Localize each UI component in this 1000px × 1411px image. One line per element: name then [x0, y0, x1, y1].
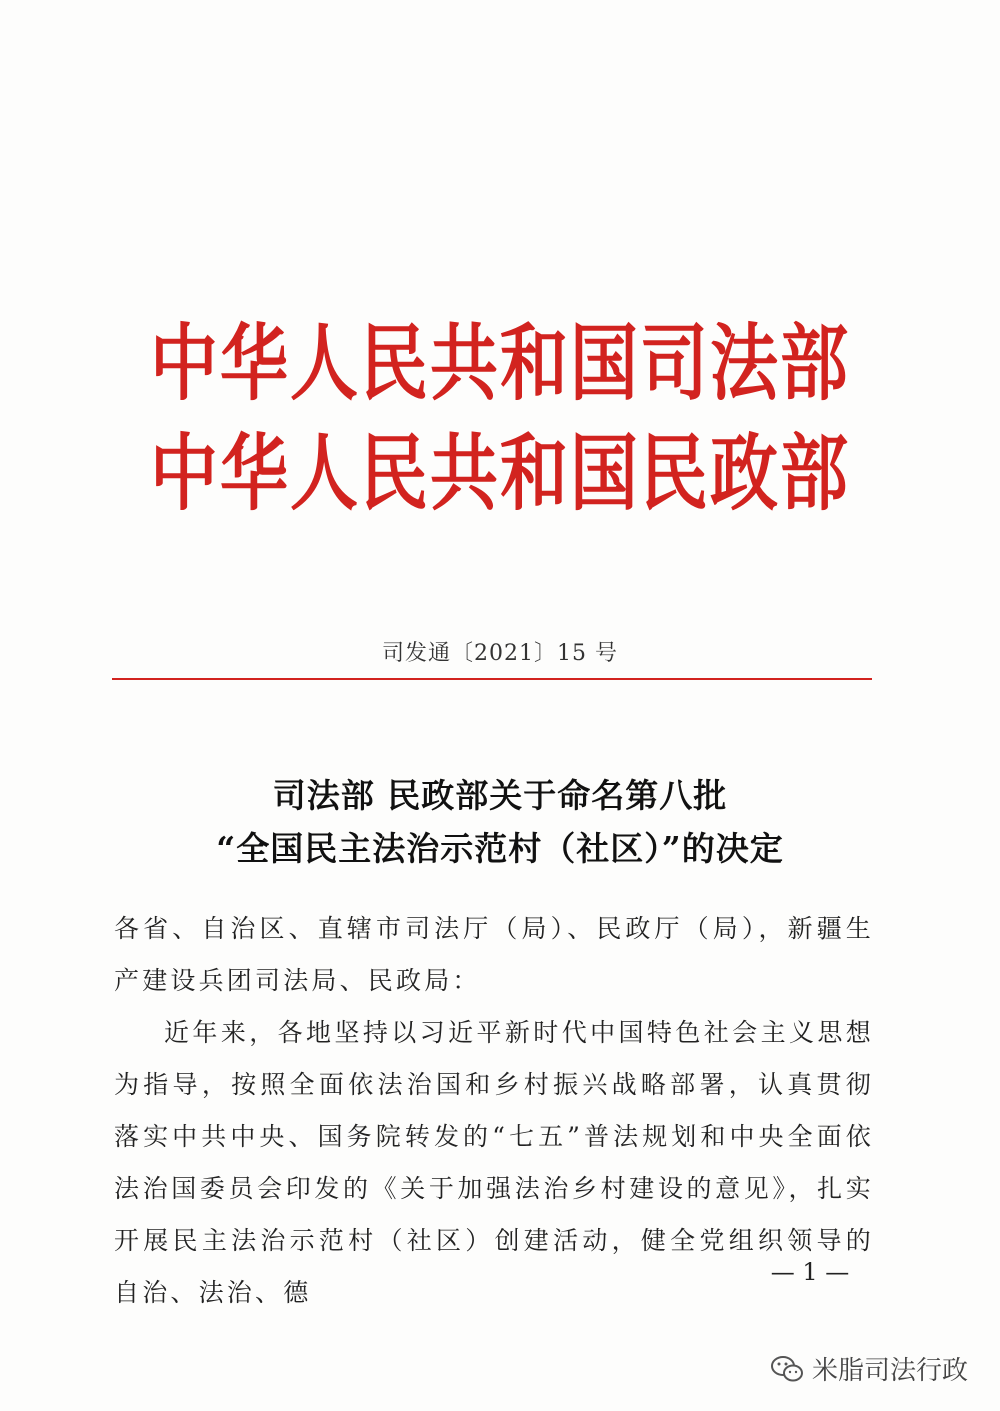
red-divider-line [112, 678, 872, 680]
document-number: 司发通〔2021〕15 号 [382, 641, 618, 666]
document-body [114, 903, 874, 1319]
source-watermark [770, 1350, 968, 1387]
issuer-header [0, 315, 1000, 523]
issuer-civil-affairs-ministry: 中华人民共和国民政部 [149, 425, 850, 523]
watermark-text: 米脂司法行政 [811, 1356, 968, 1386]
document-title [0, 770, 1000, 876]
issuer-justice-ministry: 中华人民共和国司法部 [149, 315, 850, 413]
addressee-paragraph: 各省、自治区、直辖市司法厅（局）、民政厅（局），新疆生产建设兵团司法局、民政局： [114, 914, 874, 995]
title-line-1: 司法部 民政部关于命名第八批 [272, 776, 728, 815]
wechat-icon [770, 1354, 804, 1384]
page-number: — 1 — [770, 1258, 850, 1286]
body-paragraph-1: 近年来，各地坚持以习近平新时代中国特色社会主义思想为指导，按照全面依法治国和乡村振兴战略部署，认真贯彻落实中共中央、国务院转发的“七五”普法规划和中央全面依法治国委员会印发的《关于加强法治乡村建设的意见》，扎实开展民主法治示范村（社区）创建活动，健全党组织领导的自治、法治、德 [114, 1018, 874, 1307]
title-line-2: “全国民主法治示范村（社区）”的决定 [216, 828, 784, 868]
